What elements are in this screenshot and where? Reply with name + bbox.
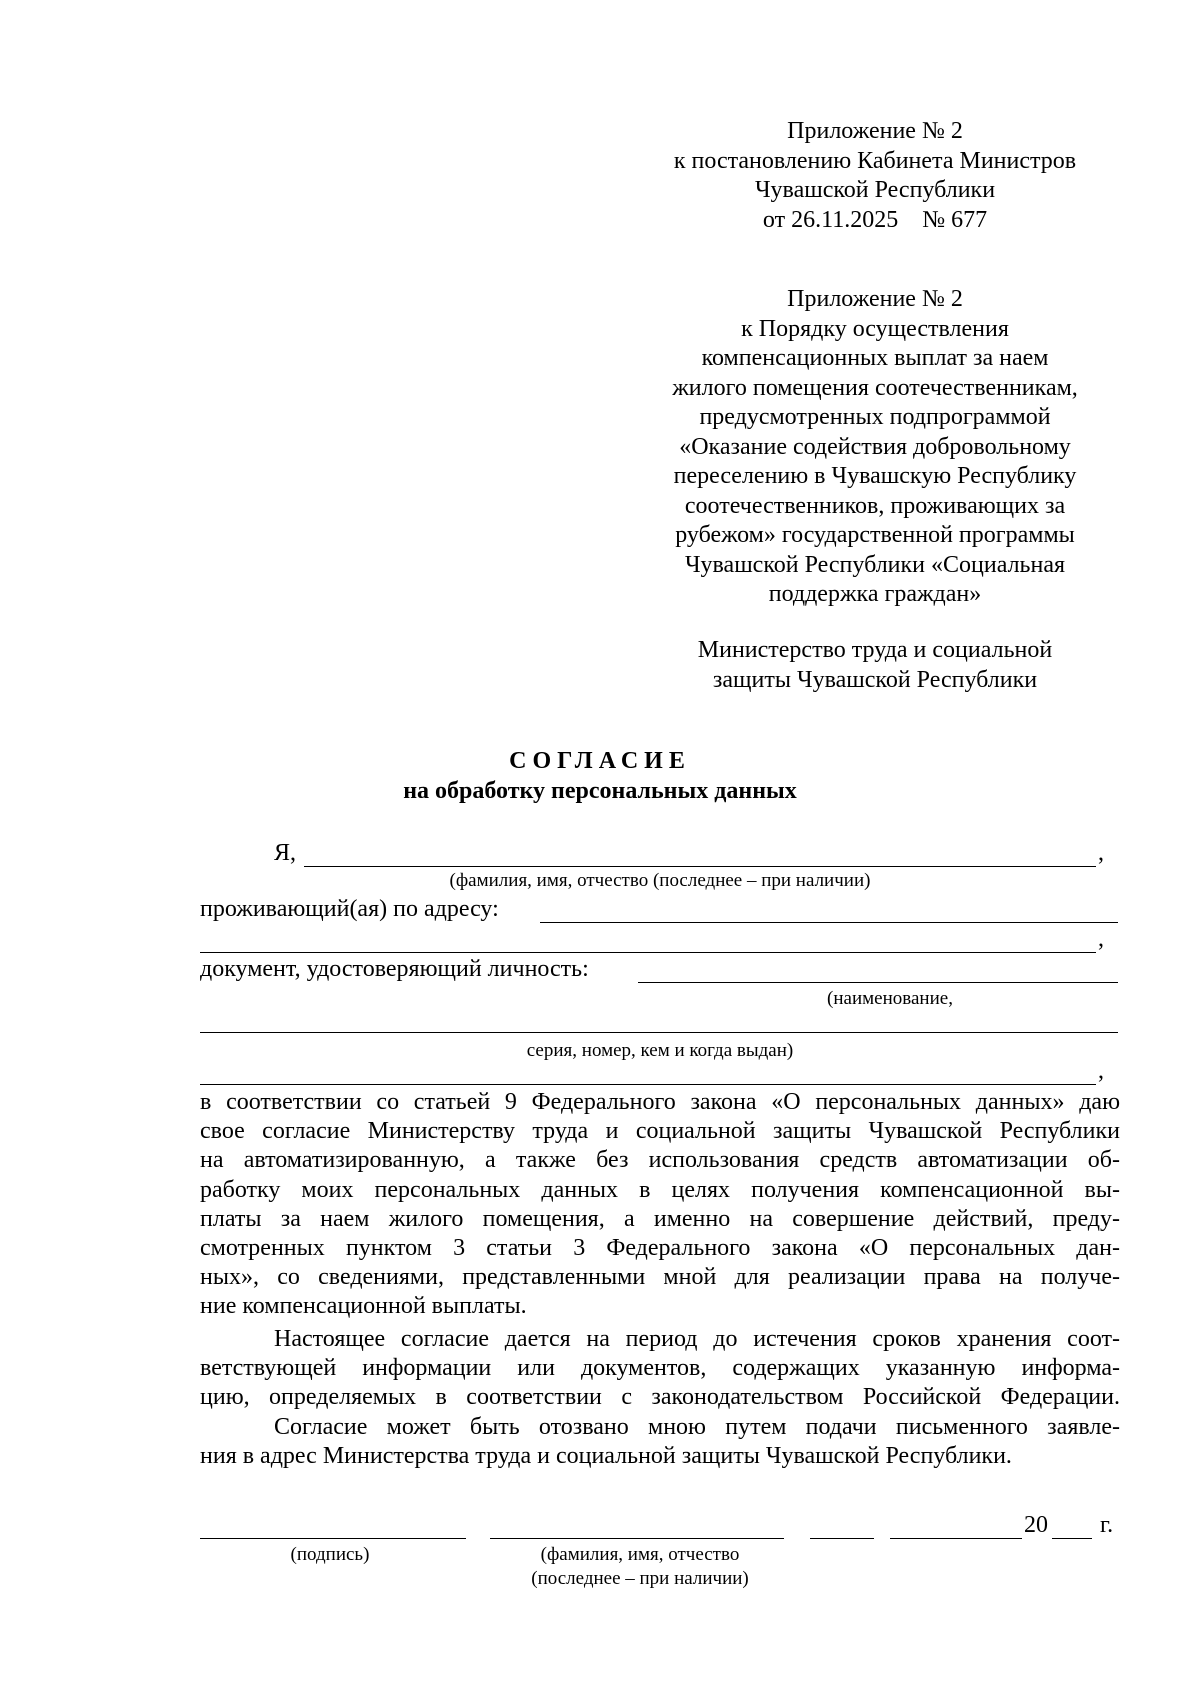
address-field-2[interactable]	[200, 952, 1096, 953]
fio-caption: (фамилия, имя, отчество (последнее – при наличии)	[449, 870, 871, 891]
appendix2-block	[630, 285, 1120, 610]
appendix2-line: к Порядку осуществления	[741, 315, 1009, 342]
consent-paragraph-2	[200, 1325, 1120, 1413]
paragraph-line: на автоматизированную, а также без использования средств автоматизации об-	[200, 1147, 1120, 1174]
appendix2-line: рубежом» государственной программы	[675, 522, 1075, 548]
day-field[interactable]	[810, 1538, 874, 1539]
document-field-2[interactable]	[200, 1032, 1118, 1033]
appendix2-line: жилого помещения соотечественникам,	[672, 374, 1078, 401]
paragraph-line: ветствующей информации или документов, содержащих указанную информа-	[200, 1355, 1120, 1382]
year-field[interactable]	[1052, 1538, 1092, 1539]
document-row-3	[200, 1056, 1120, 1086]
paragraph-line: ных», со сведениями, представленными мной для реализации права на получе-	[200, 1264, 1120, 1291]
appendix2-line: соотечественников, проживающих за	[684, 492, 1066, 519]
address-comma: ,	[1098, 926, 1104, 952]
address-row	[200, 894, 1120, 924]
document-title: СОГЛАСИЕ	[509, 748, 691, 774]
addressee-block	[630, 636, 1120, 695]
appendix2-line: Чувашской Республики «Социальная	[684, 551, 1066, 578]
paragraph-line: Согласие может быть отозвано мною путем подачи письменного заявле-	[274, 1414, 1120, 1440]
i-label: Я,	[274, 840, 297, 866]
appendix1-line: Приложение № 2	[787, 118, 963, 144]
document-row	[200, 954, 1120, 984]
paragraph-line: работку моих персональных данных в целях получения компенсационной вы-	[200, 1176, 1120, 1203]
year-prefix: 20	[1024, 1512, 1048, 1538]
consent-paragraph-3	[200, 1413, 1120, 1471]
appendix2-line: компенсационных выплат за наем	[701, 345, 1049, 371]
signer-name-caption-2: (последнее – при наличии)	[531, 1568, 749, 1589]
document-subtitle: на обработку персональных данных	[403, 778, 797, 804]
document-field[interactable]	[638, 982, 1118, 983]
appendix2-line: переселению в Чувашскую Республику	[673, 463, 1077, 489]
signer-name-field[interactable]	[490, 1538, 784, 1539]
signature-field[interactable]	[200, 1538, 466, 1539]
address-field[interactable]	[540, 922, 1118, 923]
fio-row	[200, 838, 1120, 868]
paragraph-line: платы за наем жилого помещения, а именно на совершение действий, преду-	[200, 1205, 1120, 1232]
appendix2-line: Приложение № 2	[787, 286, 963, 312]
signer-name-caption-1: (фамилия, имя, отчество	[540, 1544, 740, 1565]
consent-paragraph-1	[200, 1088, 1120, 1322]
paragraph-line: Настоящее согласие дается на период до истечения сроков хранения соот-	[274, 1326, 1120, 1352]
fio-comma: ,	[1098, 840, 1104, 866]
appendix1-line: от 26.11.2025 № 677	[762, 206, 988, 233]
appendix1-line: к постановлению Кабинета Министров	[673, 147, 1077, 174]
month-field[interactable]	[890, 1538, 1022, 1539]
appendix1-block	[630, 117, 1120, 235]
fio-field[interactable]	[304, 866, 1096, 867]
paragraph-line: цию, определяемых в соответствии с законодательством Российской Федерации.	[200, 1384, 1120, 1411]
document-label: документ, удостоверяющий личность:	[200, 956, 589, 982]
appendix2-line: поддержка граждан»	[768, 581, 982, 607]
document-comma: ,	[1098, 1058, 1104, 1084]
address-label: проживающий(ая) по адресу:	[200, 896, 499, 922]
document-caption-details: серия, номер, кем и когда выдан)	[526, 1040, 794, 1061]
address-row-2	[200, 924, 1120, 954]
document-caption-name: (наименование,	[827, 988, 953, 1009]
paragraph-line: ния в адрес Министерства труда и социальной защиты Чувашской Республики.	[200, 1443, 1012, 1470]
appendix2-line: предусмотренных подпрограммой	[699, 404, 1051, 430]
addressee-line: Министерство труда и социальной	[697, 637, 1053, 663]
signature-caption: (подпись)	[290, 1544, 370, 1565]
paragraph-line: свое согласие Министерству труда и социальной защиты Чувашской Республики	[200, 1118, 1120, 1145]
appendix1-line: Чувашской Республики	[754, 177, 996, 203]
paragraph-line: смотренных пунктом 3 статьи 3 Федерального закона «О персональных дан-	[200, 1235, 1120, 1262]
paragraph-line: ние компенсационной выплаты.	[200, 1293, 527, 1320]
year-suffix: г.	[1100, 1512, 1114, 1538]
addressee-line: защиты Чувашской Республики	[712, 666, 1038, 693]
appendix2-line: «Оказание содействия добровольному	[679, 433, 1071, 460]
paragraph-line: в соответствии со статьей 9 Федерального закона «О персональных данных» даю	[200, 1089, 1120, 1115]
document-field-3[interactable]	[200, 1084, 1096, 1085]
